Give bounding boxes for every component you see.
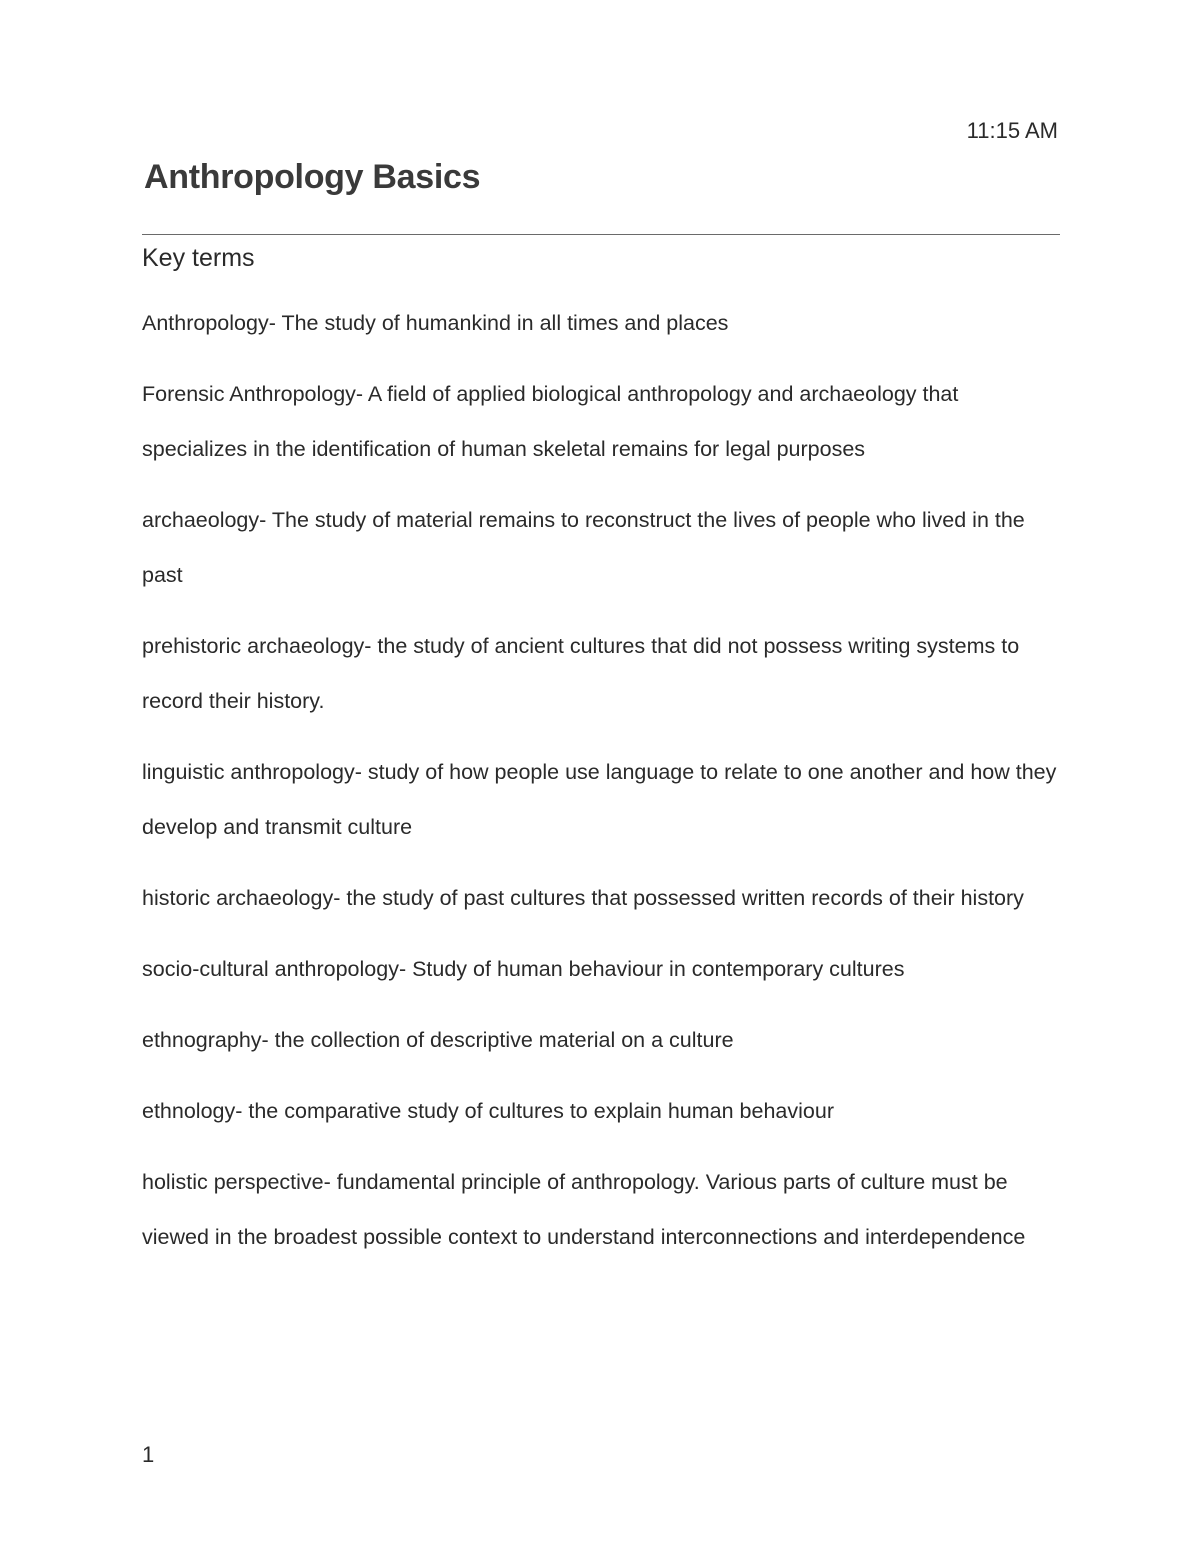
term-historic-archaeology: historic archaeology- the study of past cultures that possessed written records of their history — [142, 886, 1024, 910]
title-divider — [142, 234, 1060, 235]
key-terms-list — [142, 296, 1062, 1281]
term-ethnology: ethnology- the comparative study of cultures to explain human behaviour — [142, 1099, 834, 1123]
term-archaeology: archaeology- The study of material remains to reconstruct the lives of people who lived in the past — [142, 508, 1025, 587]
term-prehistoric-archaeology: prehistoric archaeology- the study of ancient cultures that did not possess writing systems to record their history. — [142, 634, 1020, 713]
page-title: Anthropology Basics — [144, 158, 481, 196]
term-linguistic-anthropology: linguistic anthropology- study of how people use language to relate to one another and how they develop and transmit culture — [142, 760, 1057, 839]
section-heading: Key terms — [142, 244, 255, 272]
timestamp: 11:15 AM — [966, 118, 1058, 143]
term-ethnography: ethnography- the collection of descriptive material on a culture — [142, 1028, 734, 1052]
term-holistic-perspective: holistic perspective- fundamental principle of anthropology. Various parts of culture must be viewed in the broadest possible context to understand interconnections and interdependence — [142, 1170, 1026, 1249]
term-forensic-anthropology: Forensic Anthropology- A field of applied biological anthropology and archaeology that specializes in the identification of human skeletal remains for legal purposes — [142, 382, 959, 461]
term-socio-cultural-anthropology: socio-cultural anthropology- Study of human behaviour in contemporary cultures — [142, 957, 905, 981]
term-anthropology: Anthropology- The study of humankind in all times and places — [142, 311, 729, 335]
page-number: 1 — [142, 1442, 155, 1467]
